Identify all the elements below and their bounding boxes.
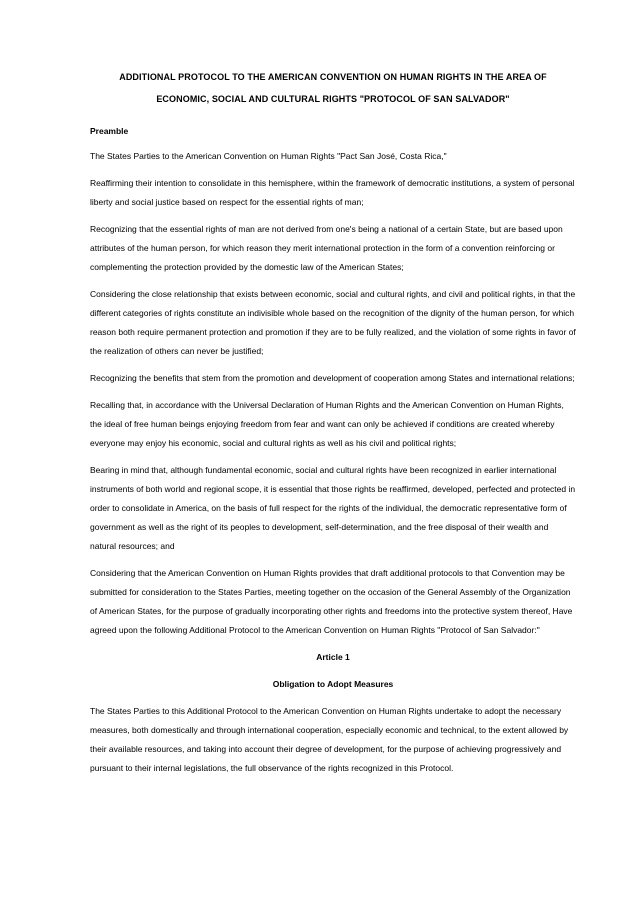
document-title-line1: ADDITIONAL PROTOCOL TO THE AMERICAN CONVENTION ON HUMAN RIGHTS IN THE AREA OF: [119, 72, 547, 82]
article-1-title: Obligation to Adopt Measures: [272, 679, 394, 689]
paragraph-recalling: Recalling that, in accordance with the Universal Declaration of Human Rights and the American Convention on Human Rights, the ideal of free human beings enjoying freedom from fear and want can only be achieved if conditions are created whereby everyone may enjoy his economic, social and cultural rights as well as his civil and political rights;: [90, 400, 564, 448]
paragraph-reaffirming: Reaffirming their intention to consolidate in this hemisphere, within the framework of democratic institutions, a system of personal liberty and social justice based on respect for the essential rights of man;: [90, 178, 575, 207]
paragraph-considering-relationship: Considering the close relationship that exists between economic, social and cultural rights, and civil and political rights, in that the different categories of rights constitute an indivisible whole based on the recognition of the dignity of the human person, for which reason both require permanent protection and promotion if they are to be fully realized, and the violation of some rights in favor of the realization of others can never be justified;: [90, 289, 576, 356]
document-title-line2: ECONOMIC, SOCIAL AND CULTURAL RIGHTS "PROTOCOL OF SAN SALVADOR": [156, 94, 510, 104]
paragraph-recognizing-benefits: Recognizing the benefits that stem from the promotion and development of cooperation among States and international relations;: [90, 373, 575, 383]
paragraph-recognizing-essential-rights: Recognizing that the essential rights of man are not derived from one's being a national of a certain State, but are based upon attributes of the human person, for which reason they merit international protection in the form of a convention reinforcing or complementing the protection provided by the domestic law of the American States;: [90, 224, 563, 272]
article-1-number: Article 1: [316, 652, 350, 662]
paragraph-considering-protocols: Considering that the American Convention on Human Rights provides that draft additional protocols to that Convention may be submitted for consideration to the States Parties, meeting together on the occasion of the General Assembly of the Organization of American States, for the purpose of gradually incorporating other rights and freedoms into the protective system thereof, Have agreed upon the following Additional Protocol to the American Convention on Human Rights "Protocol of San Salvador:": [90, 568, 573, 635]
document-title: [82, 66, 584, 110]
preamble-heading: Preamble: [90, 126, 129, 136]
paragraph-states-parties: The States Parties to the American Convention on Human Rights "Pact San José, Costa Rica,": [90, 151, 447, 161]
article-1-body: The States Parties to this Additional Protocol to the American Convention on Human Rights undertake to adopt the necessary measures, both domestically and through international cooperation, especially economic and technical, to the extent allowed by their available resources, and taking into account their degree of development, for the purpose of achieving progressively and pursuant to their internal legislations, the full observance of the rights recognized in this Protocol.: [90, 706, 569, 773]
paragraph-bearing-in-mind: Bearing in mind that, although fundamental economic, social and cultural rights have been recognized in earlier international instruments of both world and regional scope, it is essential that those rights be reaffirmed, developed, perfected and protected in order to consolidate in America, on the basis of full respect for the rights of the individual, the democratic representative form of government as well as the right of its peoples to development, self-determination, and the free disposal of their wealth and natural resources; and: [90, 465, 576, 551]
